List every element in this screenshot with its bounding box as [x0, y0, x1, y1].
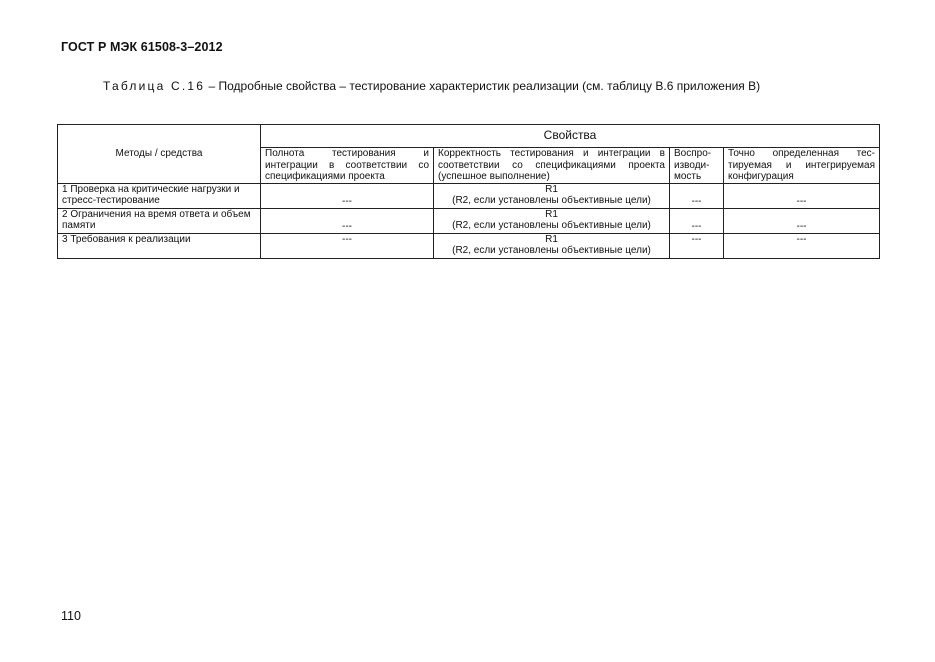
table-caption-text: – Подробные свойства – тестирование характеристик реализации (см. таблицу В.6 приложения В) [205, 79, 761, 93]
row-completeness: --- [261, 183, 434, 208]
properties-table [57, 124, 880, 259]
table-row [58, 208, 880, 233]
header-properties: Свойства [261, 125, 880, 148]
row-repeatability: --- [670, 208, 724, 233]
row-configuration: --- [724, 233, 880, 258]
row-correctness-main: R1 [545, 208, 558, 220]
header-repeatability: Воспро-изводи-мость [670, 148, 724, 184]
row-correctness-main: R1 [545, 233, 558, 245]
table-header-row [58, 125, 880, 148]
row-method: 1 Проверка на критические нагрузки и стресс-тестирование [58, 183, 261, 208]
page-number: 110 [61, 609, 81, 623]
table-row [58, 233, 880, 258]
row-completeness: --- [261, 208, 434, 233]
row-correctness-note: (R2, если установлены объективные цели) [452, 195, 651, 206]
row-correctness-main: R1 [545, 183, 558, 195]
row-method: 2 Ограничения на время ответа и объем памяти [58, 208, 261, 233]
header-configuration: Точно определенная тес-тируемая и интегрируемая конфигурация [724, 148, 880, 184]
row-correctness [434, 208, 670, 233]
row-correctness [434, 183, 670, 208]
row-configuration: --- [724, 208, 880, 233]
header-methods: Методы / средства [58, 125, 261, 184]
table-caption [103, 79, 760, 93]
row-repeatability: --- [670, 233, 724, 258]
row-correctness [434, 233, 670, 258]
header-correctness: Корректность тестирования и интеграции в соответствии со спецификациями проекта (успешное выполнение) [434, 148, 670, 184]
row-correctness-note: (R2, если установлены объективные цели) [452, 245, 651, 256]
row-completeness: --- [261, 233, 434, 258]
row-method: 3 Требования к реализации [58, 233, 261, 258]
row-configuration: --- [724, 183, 880, 208]
row-repeatability: --- [670, 183, 724, 208]
header-completeness: Полнота тестирования и интеграции в соответствии со спецификациями проекта [261, 148, 434, 184]
table-caption-label: Таблица С.16 [103, 79, 206, 93]
row-correctness-note: (R2, если установлены объективные цели) [452, 220, 651, 231]
table-row [58, 183, 880, 208]
document-header: ГОСТ Р МЭК 61508-3–2012 [61, 40, 223, 54]
